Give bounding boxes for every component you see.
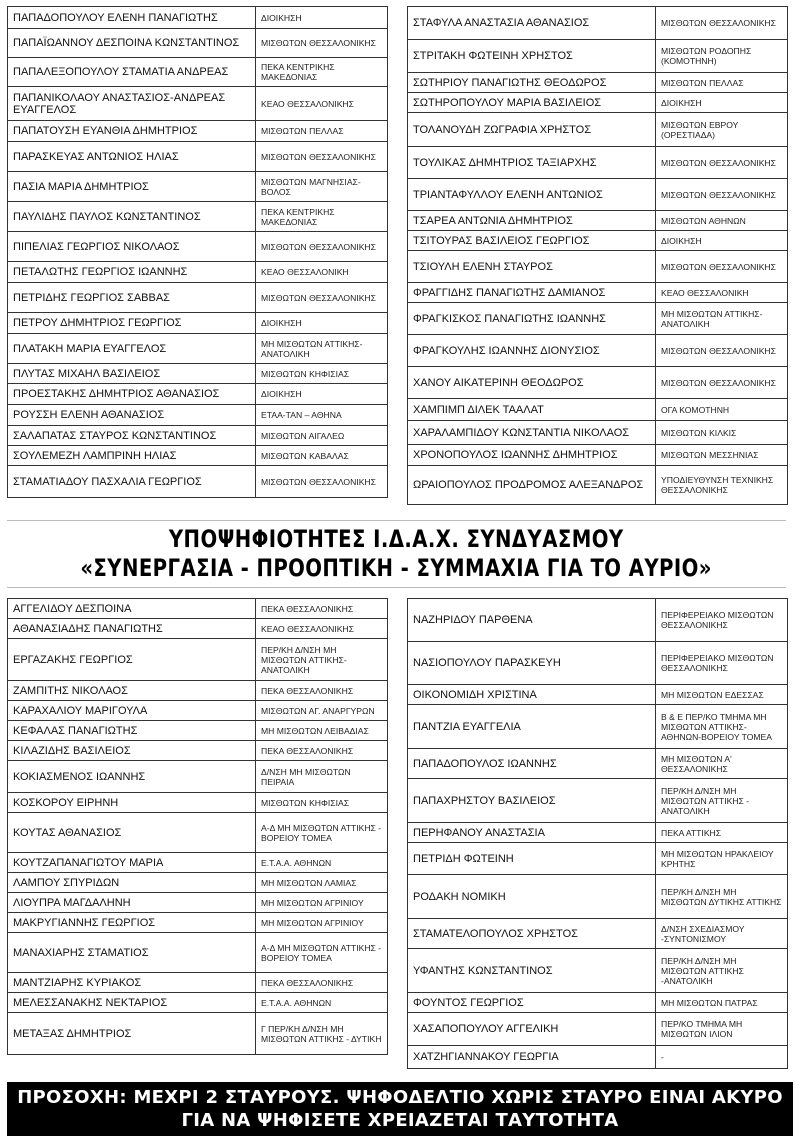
table-row	[8, 761, 388, 793]
candidate-name: ΛΑΜΠΟΥ ΣΠΥΡΙΔΩΝ	[8, 873, 256, 893]
candidate-office: ΠΕΡΙΦΕΡΕΙΑΚΟ ΜΙΣΘΩΤΩΝ ΘΕΣΣΑΛΟΝΙΚΗΣ	[656, 599, 788, 642]
candidate-office: ΚΕΑΟ ΘΕΣΣΑΛΟΝΙΚΗΣ	[256, 619, 388, 639]
table-row	[408, 73, 788, 93]
table-row	[8, 681, 388, 701]
section-title-line-2: «ΣΥΝΕΡΓΑΣΙΑ - ΠΡΟΟΠΤΙΚΗ - ΣΥΜΜΑΧΙΑ ΓΙΑ ΤΟ ΑΥΡΙΟ»	[80, 554, 713, 582]
candidate-name: ΣΤΑΦΥΛΑ ΑΝΑΣΤΑΣΙΑ ΑΘΑΝΑΣΙΟΣ	[408, 7, 656, 40]
candidate-name: ΤΡΙΑΝΤΑΦΥΛΛΟΥ ΕΛΕΝΗ ΑΝΤΩΝΙΟΣ	[408, 179, 656, 211]
candidate-office: Δ/ΝΣΗ ΣΧΕΔΙΑΣΜΟΥ -ΣΥΝΤΟΝΙΣΜΟΥ	[656, 919, 788, 949]
table-row	[408, 251, 788, 283]
candidate-office: ΜΙΣΘΩΤΩΝ ΘΕΣΣΑΛΟΝΙΚΗΣ	[256, 232, 388, 262]
candidate-office: Ε.Τ.Α.Α. ΑΘΗΝΩΝ	[256, 853, 388, 873]
table-row	[408, 283, 788, 303]
table-row	[8, 334, 388, 364]
table-row	[408, 367, 788, 399]
candidate-name: ΜΕΛΕΣΣΑΝΑΚΗΣ ΝΕΚΤΑΡΙΟΣ	[8, 993, 256, 1013]
candidate-office: Α-Δ ΜΗ ΜΙΣΘΩΤΩΝ ΑΤΤΙΚΗΣ - ΒΟΡΕΙΟΥ ΤΟΜΕΑ	[256, 933, 388, 973]
candidate-name: ΣΤΡΙΤΑΚΗ ΦΩΤΕΙΝΗ ΧΡΗΣΤΟΣ	[408, 40, 656, 73]
table-row	[408, 823, 788, 843]
voting-notice-line-1: ΠΡΟΣΟΧΗ: ΜΕΧΡΙ 2 ΣΤΑΥΡΟΥΣ. ΨΗΦΟΔΕΛΤΙΟ ΧΩΡΙΣ ΣΤΑΥΡΟ ΕΙΝΑΙ ΑΚΥΡΟ	[17, 1087, 783, 1108]
candidate-name: ΤΣΙΤΟΥΡΑΣ ΒΑΣΙΛΕΙΟΣ ΓΕΩΡΓΙΟΣ	[408, 231, 656, 251]
candidates-table-bottom-left	[7, 598, 388, 1055]
candidate-office: ΜΗ ΜΙΣΘΩΤΩΝ ΠΑΤΡΑΣ	[656, 993, 788, 1013]
candidate-office: ΜΗ ΜΙΣΘΩΤΩΝ ΗΡΑΚΛΕΙΟΥ ΚΡΗΤΗΣ	[656, 843, 788, 875]
candidate-office: ΠΕΚΑ ΚΕΝΤΡΙΚΗΣ ΜΑΚΕΔΟΝΙΑΣ	[256, 58, 388, 87]
candidate-office: ΜΙΣΘΩΤΩΝ ΘΕΣΣΑΛΟΝΙΚΗΣ	[656, 335, 788, 367]
candidate-office: ΜΗ ΜΙΣΘΩΤΩΝ ΑΤΤΙΚΗΣ-ΑΝΑΤΟΛΙΚΗ	[656, 303, 788, 335]
candidate-name: ΠΑΠΑΤΟΥΣΗ ΕΥΑΝΘΙΑ ΔΗΜΗΤΡΙΟΣ	[8, 121, 256, 142]
candidate-name: ΑΘΑΝΑΣΙΑΔΗΣ ΠΑΝΑΓΙΩΤΗΣ	[8, 619, 256, 639]
candidate-name: ΠΑΥΛΙΔΗΣ ΠΑΥΛΟΣ ΚΩΝΣΤΑΝΤΙΝΟΣ	[8, 202, 256, 232]
table-row	[408, 875, 788, 919]
candidate-name: ΠΛΑΤΑΚΗ ΜΑΡΙΑ ΕΥΑΓΓΕΛΟΣ	[8, 334, 256, 364]
table-row	[408, 993, 788, 1013]
table-row	[8, 262, 388, 283]
section-title	[7, 520, 786, 588]
candidate-office: Ε.Τ.Α.Α. ΑΘΗΝΩΝ	[256, 993, 388, 1013]
candidate-office: ΜΗ ΜΙΣΘΩΤΩΝ ΛΑΜΙΑΣ	[256, 873, 388, 893]
candidate-name: ΚΟΣΚΟΡΟΥ ΕΙΡΗΝΗ	[8, 793, 256, 813]
candidate-name: ΣΤΑΜΑΤΙΑΔΟΥ ΠΑΣΧΑΛΙΑ ΓΕΩΡΓΙΟΣ	[8, 466, 256, 498]
candidate-office: ΥΠΟΔΙΕΥΘΥΝΣΗ ΤΕΧΝΙΚΗΣ ΘΕΣΣΑΛΟΝΙΚΗΣ	[656, 466, 788, 505]
candidate-name: ΠΛΥΤΑΣ ΜΙΧΑΗΛ ΒΑΣΙΛΕΙΟΣ	[8, 364, 256, 384]
candidate-name: ΠΕΤΡΙΔΗΣ ΓΕΩΡΓΙΟΣ ΣΑΒΒΑΣ	[8, 283, 256, 313]
candidate-name: ΛΙΟΥΠΡΑ ΜΑΓΔΑΛΗΝΗ	[8, 893, 256, 913]
table-row	[8, 1013, 388, 1055]
table-row	[8, 172, 388, 202]
candidate-name: ΤΟΥΛΙΚΑΣ ΔΗΜΗΤΡΙΟΣ ΤΑΞΙΑΡΧΗΣ	[408, 147, 656, 179]
candidate-office: ΜΗ ΜΙΣΘΩΤΩΝ ΑΤΤΙΚΗΣ-ΑΝΑΤΟΛΙΚΗ	[256, 334, 388, 364]
candidate-office: ΚΕΑΟ ΘΕΣΣΑΛΟΝΙΚΗ	[256, 262, 388, 283]
table-row	[8, 853, 388, 873]
candidate-office: ΜΙΣΘΩΤΩΝ ΚΗΦΙΣΙΑΣ	[256, 793, 388, 813]
candidate-office: ΜΙΣΘΩΤΩΝ ΠΕΛΛΑΣ	[256, 121, 388, 142]
candidate-name: ΠΑΝΤΖΙΑ ΕΥΑΓΓΕΛΙΑ	[408, 705, 656, 749]
candidate-office: ΠΕΚΑ ΑΤΤΙΚΗΣ	[656, 823, 788, 843]
candidate-office: ΔΙΟΙΚΗΣΗ	[656, 231, 788, 251]
candidate-name: ΚΟΥΤΖΑΠΑΝΑΓΙΩΤΟΥ ΜΑΡΙΑ	[8, 853, 256, 873]
table-row	[8, 384, 388, 405]
table-row	[408, 685, 788, 705]
candidate-office: ΔΙΟΙΚΗΣΗ	[656, 93, 788, 113]
table-row	[8, 701, 388, 721]
candidate-office: ΚΕΑΟ ΘΕΣΣΑΛΟΝΙΚΗ	[656, 283, 788, 303]
table-row	[8, 599, 388, 619]
candidate-name: ΠΑΠΑΛΕΞΟΠΟΥΛΟΥ ΣΤΑΜΑΤΙΑ ΑΝΔΡΕΑΣ	[8, 58, 256, 87]
candidate-office: ΜΙΣΘΩΤΩΝ ΘΕΣΣΑΛΟΝΙΚΗΣ	[656, 147, 788, 179]
table-row	[408, 749, 788, 779]
table-row	[408, 705, 788, 749]
candidate-office: ΜΗ ΜΙΣΘΩΤΩΝ ΛΕΙΒΑΔΙΑΣ	[256, 721, 388, 741]
candidate-office: ΠΕΡΙΦΕΡΕΙΑΚΟ ΜΙΣΘΩΤΩΝ ΘΕΣΣΑΛΟΝΙΚΗΣ	[656, 642, 788, 685]
table-row	[8, 639, 388, 681]
table-row	[8, 202, 388, 232]
candidate-office: ΜΗ ΜΙΣΘΩΤΩΝ ΑΓΡΙΝΙΟΥ	[256, 893, 388, 913]
table-row	[408, 843, 788, 875]
table-row	[8, 741, 388, 761]
candidate-name: ΣΩΤΗΡΙΟΥ ΠΑΝΑΓΙΩΤΗΣ ΘΕΟΔΩΡΟΣ	[408, 73, 656, 93]
candidate-name: ΧΡΟΝΟΠΟΥΛΟΣ ΙΩΑΝΝΗΣ ΔΗΜΗΤΡΙΟΣ	[408, 445, 656, 466]
candidates-table-top-left	[7, 6, 388, 498]
candidate-name: ΑΓΓΕΛΙΔΟΥ ΔΕΣΠΟΙΝΑ	[8, 599, 256, 619]
candidate-name: ΦΟΥΝΤΟΣ ΓΕΩΡΓΙΟΣ	[408, 993, 656, 1013]
table-row	[8, 466, 388, 498]
table-row	[408, 303, 788, 335]
candidate-name: ΠΕΤΡΙΔΗ ΦΩΤΕΙΝΗ	[408, 843, 656, 875]
candidate-office: Α-Δ ΜΗ ΜΙΣΘΩΤΩΝ ΑΤΤΙΚΗΣ - ΒΟΡΕΙΟΥ ΤΟΜΕΑ	[256, 813, 388, 853]
table-row	[8, 913, 388, 933]
candidate-name: ΤΣΑΡΕΑ ΑΝΤΩΝΙΑ ΔΗΜΗΤΡΙΟΣ	[408, 211, 656, 231]
table-row	[408, 949, 788, 993]
candidate-name: ΝΑΣΙΟΠΟΥΛΟΥ ΠΑΡΑΣΚΕΥΗ	[408, 642, 656, 685]
candidate-office: ΜΙΣΘΩΤΩΝ ΚΑΒΑΛΑΣ	[256, 446, 388, 466]
candidate-name: ΥΦΑΝΤΗΣ ΚΩΝΣΤΑΝΤΙΝΟΣ	[408, 949, 656, 993]
table-row	[408, 466, 788, 505]
table-row	[408, 1013, 788, 1046]
candidate-office: ΜΗ ΜΙΣΘΩΤΩΝ ΑΓΡΙΝΙΟΥ	[256, 913, 388, 933]
candidate-office: Δ/ΝΣΗ ΜΗ ΜΙΣΘΩΤΩΝ ΠΕΙΡΑΙΑ	[256, 761, 388, 793]
table-row	[408, 445, 788, 466]
candidate-name: ΚΙΛΑΖΙΔΗΣ ΒΑΣΙΛΕΙΟΣ	[8, 741, 256, 761]
candidate-office: ΠΕΚΑ ΘΕΣΣΑΛΟΝΙΚΗΣ	[256, 973, 388, 993]
candidate-name: ΟΙΚΟΝΟΜΙΔΗ ΧΡΙΣΤΙΝΑ	[408, 685, 656, 705]
table-row	[408, 7, 788, 40]
candidate-name: ΠΡΟΕΣΤΑΚΗΣ ΔΗΜΗΤΡΙΟΣ ΑΘΑΝΑΣΙΟΣ	[8, 384, 256, 405]
table-row	[8, 7, 388, 29]
table-row	[408, 147, 788, 179]
candidate-office: ΜΙΣΘΩΤΩΝ ΘΕΣΣΑΛΟΝΙΚΗΣ	[656, 179, 788, 211]
table-row	[408, 399, 788, 421]
voting-notice-line-2: ΓΙΑ ΝΑ ΨΗΦΙΣΕΤΕ ΧΡΕΙΑΖΕΤΑΙ ΤΑΥΤΟΤΗΤΑ	[181, 1110, 619, 1131]
table-row	[408, 93, 788, 113]
candidates-table-bottom-right	[407, 598, 788, 1069]
candidate-name: ΡΟΔΑΚΗ ΝΟΜΙΚΗ	[408, 875, 656, 919]
candidate-name: ΦΡΑΓΚΙΣΚΟΣ ΠΑΝΑΓΙΩΤΗΣ ΙΩΑΝΝΗΣ	[408, 303, 656, 335]
table-row	[8, 446, 388, 466]
candidate-name: ΦΡΑΓΚΟΥΛΗΣ ΙΩΑΝΝΗΣ ΔΙΟΝΥΣΙΟΣ	[408, 335, 656, 367]
table-row	[8, 933, 388, 973]
table-row	[8, 313, 388, 334]
candidate-name: ΧΑΣΑΠΟΠΟΥΛΟΥ ΑΓΓΕΛΙΚΗ	[408, 1013, 656, 1046]
candidate-office: ΟΓΑ ΚΟΜΟΤΗΝΗ	[656, 399, 788, 421]
table-row	[408, 421, 788, 445]
candidate-name: ΣΩΤΗΡΟΠΟΥΛΟΥ ΜΑΡΙΑ ΒΑΣΙΛΕΙΟΣ	[408, 93, 656, 113]
candidate-office: ΔΙΟΙΚΗΣΗ	[256, 7, 388, 29]
candidate-name: ΩΡΑΙΟΠΟΥΛΟΣ ΠΡΟΔΡΟΜΟΣ ΑΛΕΞΑΝΔΡΟΣ	[408, 466, 656, 505]
candidate-office: ΜΙΣΘΩΤΩΝ ΜΑΓΝΗΣΙΑΣ-ΒΟΛΟΣ	[256, 172, 388, 202]
table-row	[8, 121, 388, 142]
candidate-name: ΣΤΑΜΑΤΕΛΟΠΟΥΛΟΣ ΧΡΗΣΤΟΣ	[408, 919, 656, 949]
table-row	[408, 335, 788, 367]
table-row	[8, 232, 388, 262]
candidate-office: ΜΙΣΘΩΤΩΝ ΡΟΔΟΠΗΣ (ΚΟΜΟΤΗΝΗ)	[656, 40, 788, 73]
candidate-office: ΔΙΟΙΚΗΣΗ	[256, 313, 388, 334]
candidate-name: ΠΕΤΑΛΩΤΗΣ ΓΕΩΡΓΙΟΣ ΙΩΑΝΝΗΣ	[8, 262, 256, 283]
candidate-office: ΜΙΣΘΩΤΩΝ ΘΕΣΣΑΛΟΝΙΚΗΣ	[656, 7, 788, 40]
candidate-office: ΜΙΣΘΩΤΩΝ ΠΕΛΛΑΣ	[656, 73, 788, 93]
candidate-name: ΜΕΤΑΞΑΣ ΔΗΜΗΤΡΙΟΣ	[8, 1013, 256, 1055]
candidate-name: ΚΕΦΑΛΑΣ ΠΑΝΑΓΙΩΤΗΣ	[8, 721, 256, 741]
candidate-name: ΠΕΤΡΟΥ ΔΗΜΗΤΡΙΟΣ ΓΕΩΡΓΙΟΣ	[8, 313, 256, 334]
candidate-name: ΝΑΖΗΡΙΔΟΥ ΠΑΡΘΕΝΑ	[408, 599, 656, 642]
candidate-name: ΚΑΡΑΧΑΛΙΟΥ ΜΑΡΙΓΟΥΛΑ	[8, 701, 256, 721]
candidate-office: ΜΙΣΘΩΤΩΝ ΕΒΡΟΥ (ΟΡΕΣΤΙΑΔΑ)	[656, 113, 788, 147]
candidate-name: ΧΑΡΑΛΑΜΠΙΔΟΥ ΚΩΝΣΤΑΝΤΙΑ ΝΙΚΟΛΑΟΣ	[408, 421, 656, 445]
table-row	[8, 619, 388, 639]
table-row	[8, 813, 388, 853]
candidate-office: ΔΙΟΙΚΗΣΗ	[256, 384, 388, 405]
table-row	[408, 179, 788, 211]
table-row	[8, 893, 388, 913]
candidate-office: ΜΙΣΘΩΤΩΝ ΘΕΣΣΑΛΟΝΙΚΗΣ	[656, 251, 788, 283]
candidate-office: ΜΙΣΘΩΤΩΝ ΘΕΣΣΑΛΟΝΙΚΗΣ	[256, 466, 388, 498]
candidate-name: ΜΑΝΤΖΙΑΡΗΣ ΚΥΡΙΑΚΟΣ	[8, 973, 256, 993]
table-row	[8, 405, 388, 426]
candidate-office: Γ ΠΕΡ/ΚΗ Δ/ΝΣΗ ΜΗ ΜΙΣΘΩΤΩΝ ΑΤΤΙΚΗΣ - ΔΥΤΙΚΗ	[256, 1013, 388, 1055]
candidate-office: ΠΕΚΑ ΘΕΣΣΑΛΟΝΙΚΗΣ	[256, 599, 388, 619]
candidate-office: ΠΕΡ/ΚΗ Δ/ΝΣΗ ΜΗ ΜΙΣΘΩΤΩΝ ΑΤΤΙΚΗΣ-ΑΝΑΤΟΛΙΚΗ	[256, 639, 388, 681]
candidates-table-top-right	[407, 6, 788, 505]
table-row	[8, 993, 388, 1013]
candidate-office: ΜΙΣΘΩΤΩΝ ΘΕΣΣΑΛΟΝΙΚΗΣ	[256, 283, 388, 313]
candidate-office: Β & Ε ΠΕΡ/ΚΟ ΤΜΗΜΑ ΜΗ ΜΙΣΘΩΤΩΝ ΑΤΤΙΚΗΣ-ΑΘΗΝΩΝ-ΒΟΡΕΙΟΥ ΤΟΜΕΑ	[656, 705, 788, 749]
candidate-office: ΜΗ ΜΙΣΘΩΤΩΝ ΕΔΕΣΣΑΣ	[656, 685, 788, 705]
candidate-office: ΠΕΚΑ ΘΕΣΣΑΛΟΝΙΚΗΣ	[256, 681, 388, 701]
candidate-office: ΜΙΣΘΩΤΩΝ ΑΘΗΝΩΝ	[656, 211, 788, 231]
table-row	[8, 29, 388, 58]
candidate-name: ΠΑΣΙΑ ΜΑΡΙΑ ΔΗΜΗΤΡΙΟΣ	[8, 172, 256, 202]
table-row	[408, 40, 788, 73]
candidate-office: ΜΙΣΘΩΤΩΝ ΑΓ. ΑΝΑΡΓΥΡΩΝ	[256, 701, 388, 721]
candidate-office: ΠΕΡ/ΚΗ Δ/ΝΣΗ ΜΗ ΜΙΣΘΩΤΩΝ ΑΤΤΙΚΗΣ -ΑΝΑΤΟΛΙΚΗ	[656, 949, 788, 993]
table-row	[408, 642, 788, 685]
table-row	[8, 873, 388, 893]
candidate-name: ΜΑΚΡΥΓΙΑΝΝΗΣ ΓΕΩΡΓΙΟΣ	[8, 913, 256, 933]
candidate-office: ΜΙΣΘΩΤΩΝ ΘΕΣΣΑΛΟΝΙΚΗΣ	[656, 367, 788, 399]
candidate-office: ΜΙΣΘΩΤΩΝ ΚΗΦΙΣΙΑΣ	[256, 364, 388, 384]
candidate-name: ΤΣΙΟΥΛΗ ΕΛΕΝΗ ΣΤΑΥΡΟΣ	[408, 251, 656, 283]
table-row	[8, 426, 388, 446]
table-row	[8, 364, 388, 384]
candidate-office: ΜΙΣΘΩΤΩΝ ΚΙΛΚΙΣ	[656, 421, 788, 445]
table-row	[408, 779, 788, 823]
candidate-name: ΧΑΝΟΥ ΑΙΚΑΤΕΡΙΝΗ ΘΕΟΔΩΡΟΣ	[408, 367, 656, 399]
candidate-office: ΠΕΚΑ ΘΕΣΣΑΛΟΝΙΚΗΣ	[256, 741, 388, 761]
candidate-name: ΧΑΤΖΗΓΙΑΝΝΑΚΟΥ ΓΕΩΡΓΙΑ	[408, 1046, 656, 1069]
table-row	[8, 721, 388, 741]
candidate-name: ΧΑΜΠΙΜΠ ΔΙΛΕΚ ΤΑΑΛΑΤ	[408, 399, 656, 421]
candidate-name: ΕΡΓΑΖΑΚΗΣ ΓΕΩΡΓΙΟΣ	[8, 639, 256, 681]
candidate-office: ΜΙΣΘΩΤΩΝ ΘΕΣΣΑΛΟΝΙΚΗΣ	[256, 29, 388, 58]
candidate-name: ΚΟΚΙΑΣΜΕΝΟΣ ΙΩΑΝΝΗΣ	[8, 761, 256, 793]
candidate-name: ΚΟΥΤΑΣ ΑΘΑΝΑΣΙΟΣ	[8, 813, 256, 853]
table-row	[8, 142, 388, 172]
candidate-office: ΠΕΡ/ΚΗ Δ/ΝΣΗ ΜΗ ΜΙΣΘΩΤΩΝ ΔΥΤΙΚΗΣ ΑΤΤΙΚΗΣ	[656, 875, 788, 919]
table-row	[8, 87, 388, 121]
section-title-line-1: ΥΠΟΨΗΦΙΟΤΗΤΕΣ Ι.Δ.Α.Χ. ΣΥΝΔΥΑΣΜΟΥ	[169, 525, 624, 553]
candidate-name: ΖΑΜΠΙΤΗΣ ΝΙΚΟΛΑΟΣ	[8, 681, 256, 701]
table-row	[408, 919, 788, 949]
candidate-office: ΜΗ ΜΙΣΘΩΤΩΝ Α' ΘΕΣΣΑΛΟΝΙΚΗΣ	[656, 749, 788, 779]
table-row	[8, 58, 388, 87]
candidate-name: ΠΙΠΕΛΙΑΣ ΓΕΩΡΓΙΟΣ ΝΙΚΟΛΑΟΣ	[8, 232, 256, 262]
table-row	[408, 211, 788, 231]
candidate-name: ΠΑΠΑΔΟΠΟΥΛΟΥ ΕΛΕΝΗ ΠΑΝΑΓΙΩΤΗΣ	[8, 7, 256, 29]
candidate-office: ΜΙΣΘΩΤΩΝ ΜΕΣΣΗΝΙΑΣ	[656, 445, 788, 466]
candidate-name: ΣΑΛΑΠΑΤΑΣ ΣΤΑΥΡΟΣ ΚΩΝΣΤΑΝΤΙΝΟΣ	[8, 426, 256, 446]
candidate-office: ΠΕΡ/ΚΟ ΤΜΗΜΑ ΜΗ ΜΙΣΘΩΤΩΝ ΙΛΙΟΝ	[656, 1013, 788, 1046]
candidate-name: ΠΑΡΑΣΚΕΥΑΣ ΑΝΤΩΝΙΟΣ ΗΛΙΑΣ	[8, 142, 256, 172]
candidate-office: ΜΙΣΘΩΤΩΝ ΑΙΓΑΛΕΩ	[256, 426, 388, 446]
candidate-name: ΠΑΠΑΧΡΗΣΤΟΥ ΒΑΣΙΛΕΙΟΣ	[408, 779, 656, 823]
candidate-name: ΦΡΑΓΓΙΔΗΣ ΠΑΝΑΓΙΩΤΗΣ ΔΑΜΙΑΝΟΣ	[408, 283, 656, 303]
candidate-name: ΣΟΥΛΕΜΕΖΗ ΛΑΜΠΡΙΝΗ ΗΛΙΑΣ	[8, 446, 256, 466]
voting-notice-footer	[7, 1082, 793, 1136]
table-row	[8, 793, 388, 813]
candidate-office: ΠΕΡ/ΚΗ Δ/ΝΣΗ ΜΗ ΜΙΣΘΩΤΩΝ ΑΤΤΙΚΗΣ - ΑΝΑΤΟΛΙΚΗ	[656, 779, 788, 823]
table-row	[8, 973, 388, 993]
table-row	[408, 1046, 788, 1069]
table-row	[8, 283, 388, 313]
candidate-office: ΕΤΑΑ-ΤΑΝ – ΑΘΗΝΑ	[256, 405, 388, 426]
table-row	[408, 113, 788, 147]
candidate-office: ΜΙΣΘΩΤΩΝ ΘΕΣΣΑΛΟΝΙΚΗΣ	[256, 142, 388, 172]
candidate-name: ΡΟΥΣΣΗ ΕΛΕΝΗ ΑΘΑΝΑΣΙΟΣ	[8, 405, 256, 426]
candidate-name: ΠΑΠΑΪΩΑΝΝΟΥ ΔΕΣΠΟΙΝΑ ΚΩΝΣΤΑΝΤΙΝΟΣ	[8, 29, 256, 58]
candidate-office: -	[656, 1046, 788, 1069]
table-row	[408, 231, 788, 251]
candidate-name: ΠΑΠΑΝΙΚΟΛΑΟΥ ΑΝΑΣΤΑΣΙΟΣ-ΑΝΔΡΕΑΣ ΕΥΑΓΓΕΛΟΣ	[8, 87, 256, 121]
candidate-office: ΠΕΚΑ ΚΕΝΤΡΙΚΗΣ ΜΑΚΕΔΟΝΙΑΣ	[256, 202, 388, 232]
candidate-office: ΚΕΑΟ ΘΕΣΣΑΛΟΝΙΚΗΣ	[256, 87, 388, 121]
candidate-name: ΤΟΛΑΝΟΥΔΗ ΖΩΓΡΑΦΙΑ ΧΡΗΣΤΟΣ	[408, 113, 656, 147]
candidate-name: ΠΕΡΗΦΑΝΟΥ ΑΝΑΣΤΑΣΙΑ	[408, 823, 656, 843]
candidate-name: ΠΑΠΑΔΟΠΟΥΛΟΣ ΙΩΑΝΝΗΣ	[408, 749, 656, 779]
table-row	[408, 599, 788, 642]
candidate-name: ΜΑΝΑΧΙΑΡΗΣ ΣΤΑΜΑΤΙΟΣ	[8, 933, 256, 973]
